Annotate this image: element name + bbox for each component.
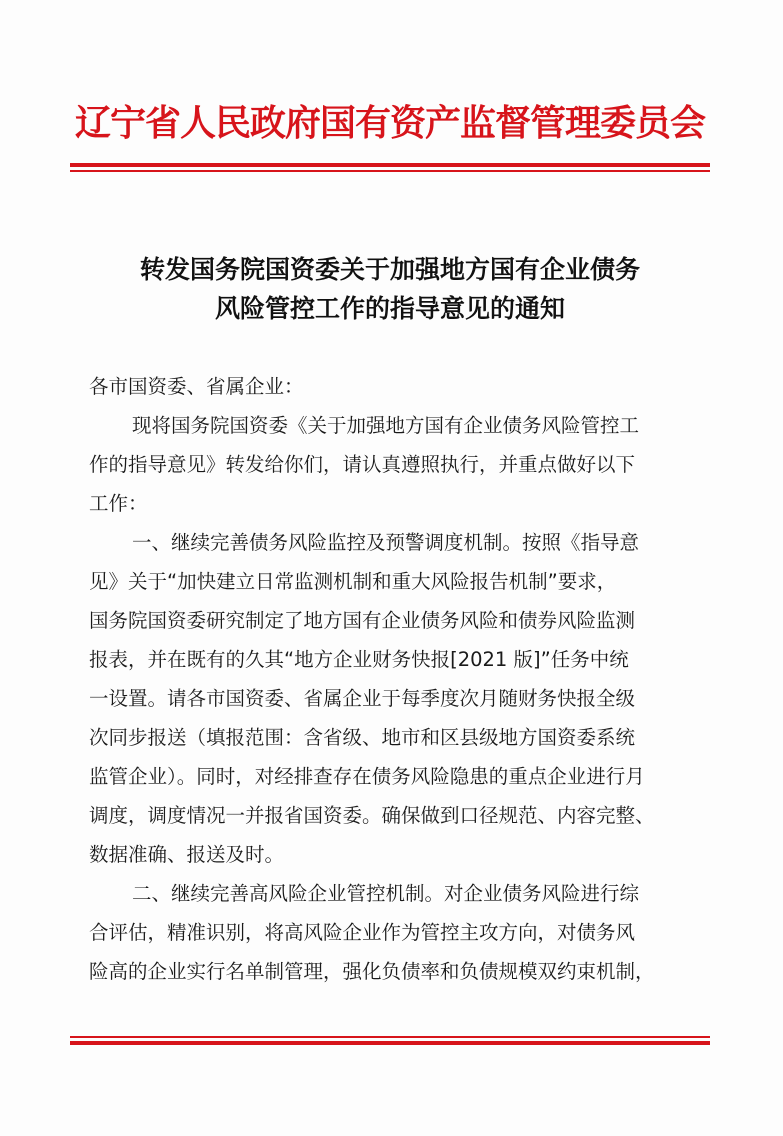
- body-line: 一设置。请各市国资委、省属企业于每季度次月随财务快报全级: [89, 687, 636, 710]
- body-line: 报表，并在既有的久其“地方企业财务快报[2021 版]”任务中统: [89, 648, 629, 671]
- body-line: 工作：: [89, 492, 148, 515]
- body-line: 次同步报送（填报范围：含省级、地市和区县级地方国资委系统: [89, 726, 636, 749]
- body-line: 一、继续完善债务风险监控及预警调度机制。按照《指导意: [132, 531, 640, 554]
- body-line: 合评估，精准识别，将高风险企业作为管控主攻方向，对债务风: [89, 921, 636, 944]
- document-title-line-2: 风险管控工作的指导意见的通知: [214, 294, 565, 323]
- letterhead-org-name: 辽宁省人民政府国有资产监督管理委员会: [74, 102, 705, 144]
- body-line: 险高的企业实行名单制管理，强化负债率和负债规模双约束机制，: [89, 960, 655, 983]
- footer-rule-thick: [70, 1041, 710, 1045]
- document-title-line-1: 转发国务院国资委关于加强地方国有企业债务: [139, 255, 640, 284]
- body-line: 监管企业）。同时，对经排查存在债务风险隐患的重点企业进行月: [89, 765, 645, 788]
- body-line: 国务院国资委研究制定了地方国有企业债务风险和债券风险监测: [89, 609, 636, 632]
- document-body: [80, 0, 710, 1136]
- footer-rule-thin: [70, 1036, 710, 1038]
- body-line: 见》关于“加快建立日常监测机制和重大风险报告机制”要求，: [89, 570, 617, 593]
- salutation: 各市国资委、省属企业：: [89, 375, 304, 398]
- body-line: 二、继续完善高风险企业管控机制。对企业债务风险进行综: [132, 882, 640, 905]
- body-line: 现将国务院国资委《关于加强地方国有企业债务风险管控工: [132, 414, 640, 437]
- body-line: 调度，调度情况一并报省国资委。确保做到口径规范、内容完整、: [89, 804, 655, 827]
- body-line: 作的指导意见》转发给你们，请认真遵照执行，并重点做好以下: [89, 453, 636, 476]
- body-line: 数据准确、报送及时。: [89, 843, 285, 866]
